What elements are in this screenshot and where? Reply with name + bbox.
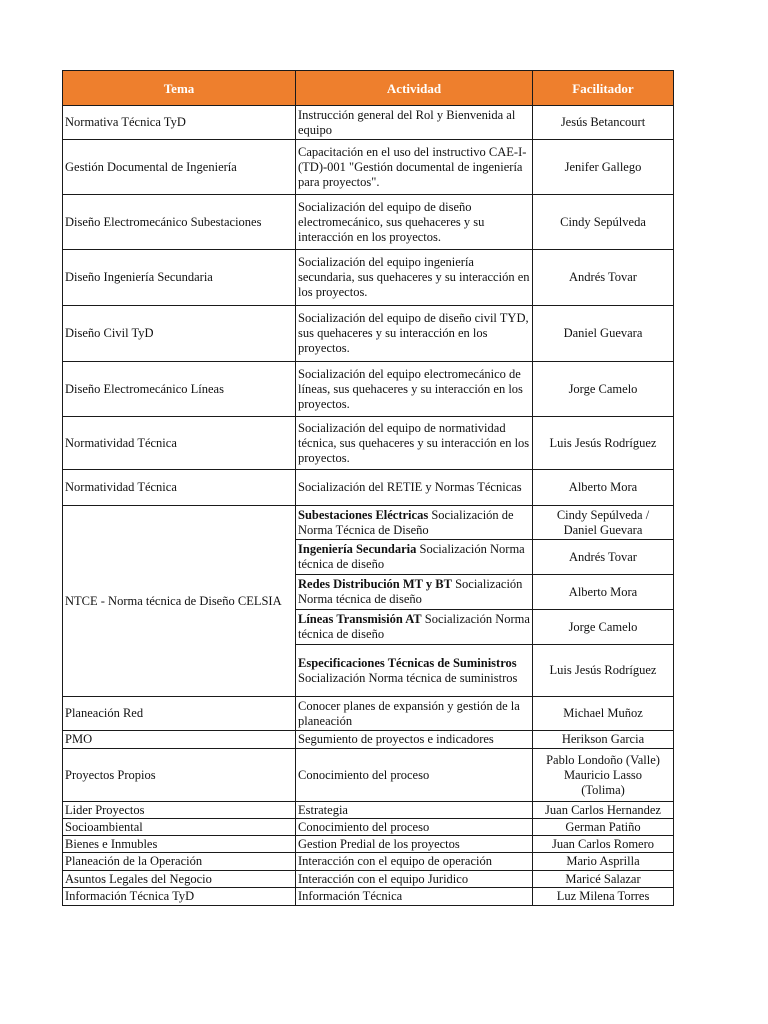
facilitador-cell: Maricé Salazar: [533, 871, 674, 888]
table-row: [63, 697, 674, 731]
actividad-cell: Socialización del equipo ingeniería secundaria, sus quehaceres y su interacción en los proyectos.: [296, 250, 533, 306]
facilitador-cell: Luis Jesús Rodríguez: [533, 645, 674, 697]
facilitador-cell: Cindy Sepúlveda / Daniel Guevara: [533, 506, 674, 540]
facilitador-cell: German Patiño: [533, 819, 674, 836]
actividad-cell: Conocer planes de expansión y gestión de la planeación: [296, 697, 533, 731]
facilitador-cell: Andrés Tovar: [533, 250, 674, 306]
actividad-cell: Segumiento de proyectos e indicadores: [296, 731, 533, 749]
actividad-cell: Socialización del equipo de normatividad técnica, sus quehaceres y su interacción en los proyectos.: [296, 417, 533, 470]
actividad-cell: Capacitación en el uso del instructivo CAE-I-(TD)-001 "Gestión documental de ingeniería para proyectos".: [296, 140, 533, 195]
tema-cell: Diseño Ingeniería Secundaria: [63, 250, 296, 306]
actividad-cell: Gestion Predial de los proyectos: [296, 836, 533, 853]
table-row: [63, 802, 674, 819]
table-row: [63, 140, 674, 195]
actividad-cell: [296, 610, 533, 645]
facilitador-cell: Alberto Mora: [533, 470, 674, 506]
tema-cell: Diseño Civil TyD: [63, 306, 296, 362]
header-actividad: Actividad: [296, 71, 533, 106]
tema-cell: Lider Proyectos: [63, 802, 296, 819]
header-facilitador: Facilitador: [533, 71, 674, 106]
facilitador-cell: Luis Jesús Rodríguez: [533, 417, 674, 470]
table-header-row: [63, 71, 674, 106]
table-row: [63, 306, 674, 362]
actividad-cell: Información Técnica: [296, 888, 533, 906]
facilitador-cell: Jorge Camelo: [533, 362, 674, 417]
ntce-item-title: Ingeniería Secundaria: [298, 542, 417, 556]
ntce-item-text: Socialización Norma técnica de suministros: [298, 670, 518, 685]
table-row: [63, 819, 674, 836]
table-row: [63, 871, 674, 888]
facilitador-cell: Juan Carlos Romero: [533, 836, 674, 853]
facilitador-cell: Jenifer Gallego: [533, 140, 674, 195]
facilitador-cell: Alberto Mora: [533, 575, 674, 610]
header-tema: Tema: [63, 71, 296, 106]
tema-cell: Normatividad Técnica: [63, 470, 296, 506]
facilitador-cell: Jorge Camelo: [533, 610, 674, 645]
actividad-cell: Instrucción general del Rol y Bienvenida al equipo: [296, 106, 533, 140]
facilitador-cell: Andrés Tovar: [533, 540, 674, 575]
table-row: [63, 195, 674, 250]
tema-cell: Bienes e Inmubles: [63, 836, 296, 853]
table-row: [63, 853, 674, 871]
actividad-cell: Interacción con el equipo de operación: [296, 853, 533, 871]
table-row: [63, 250, 674, 306]
tema-cell: Planeación Red: [63, 697, 296, 731]
table-row: [63, 106, 674, 140]
actividad-cell: Conocimiento del proceso: [296, 819, 533, 836]
table-row: [63, 731, 674, 749]
facilitador-cell: Mario Asprilla: [533, 853, 674, 871]
actividad-cell: [296, 575, 533, 610]
actividad-cell: Socialización del RETIE y Normas Técnicas: [296, 470, 533, 506]
tema-cell: Diseño Electromecánico Líneas: [63, 362, 296, 417]
actividad-cell: [296, 645, 533, 697]
table-row-ntce: [63, 506, 674, 540]
ntce-item-title: Subestaciones Eléctricas: [298, 507, 429, 522]
training-schedule-table: [62, 70, 674, 906]
tema-cell: Gestión Documental de Ingeniería: [63, 140, 296, 195]
actividad-cell: Socialización del equipo de diseño electromecánico, sus quehaceres y su interacción en los proyectos.: [296, 195, 533, 250]
actividad-cell: Conocimiento del proceso: [296, 749, 533, 802]
actividad-cell: Socialización del equipo electromecánico de líneas, sus quehaceres y su interacción en los proyectos.: [296, 362, 533, 417]
actividad-cell: [296, 506, 533, 540]
table-row: [63, 888, 674, 906]
ntce-item-text: Socialización Norma técnica de diseño: [298, 612, 530, 641]
table-row: [63, 749, 674, 802]
ntce-item-text: Socialización Norma técnica de diseño: [298, 542, 525, 571]
facilitador-cell: Herikson Garcia: [533, 731, 674, 749]
tema-cell: Proyectos Propios: [63, 749, 296, 802]
facilitador-cell: Pablo Londoño (Valle) Mauricio Lasso (Tolima): [533, 749, 674, 802]
actividad-cell: Socialización del equipo de diseño civil TYD, sus quehaceres y su interacción en los proyectos.: [296, 306, 533, 362]
tema-cell: PMO: [63, 731, 296, 749]
table-row: [63, 362, 674, 417]
actividad-cell: [296, 540, 533, 575]
ntce-item-title: Especificaciones Técnicas de Suministros: [298, 655, 517, 670]
facilitador-cell: Jesús Betancourt: [533, 106, 674, 140]
ntce-item-title: Redes Distribución MT y BT: [298, 577, 452, 591]
tema-cell: Asuntos Legales del Negocio: [63, 871, 296, 888]
tema-cell-ntce: NTCE - Norma técnica de Diseño CELSIA: [63, 506, 296, 697]
ntce-item-text: Socialización Norma técnica de diseño: [298, 577, 523, 606]
ntce-item-title: Líneas Transmisión AT: [298, 612, 422, 626]
tema-cell: Planeación de la Operación: [63, 853, 296, 871]
tema-cell: Normativa Técnica TyD: [63, 106, 296, 140]
tema-cell: Información Técnica TyD: [63, 888, 296, 906]
table-row: [63, 417, 674, 470]
actividad-cell: Estrategia: [296, 802, 533, 819]
facilitador-cell: Daniel Guevara: [533, 306, 674, 362]
facilitador-cell: Cindy Sepúlveda: [533, 195, 674, 250]
facilitador-cell: Juan Carlos Hernandez: [533, 802, 674, 819]
tema-cell: Normatividad Técnica: [63, 417, 296, 470]
ntce-item-text: Socialización de Norma Técnica de Diseño: [298, 507, 514, 537]
facilitador-cell: Luz Milena Torres: [533, 888, 674, 906]
facilitador-cell: Michael Muñoz: [533, 697, 674, 731]
table-row: [63, 470, 674, 506]
table-row: [63, 836, 674, 853]
actividad-cell: Interacción con el equipo Juridico: [296, 871, 533, 888]
tema-cell: Socioambiental: [63, 819, 296, 836]
tema-cell: Diseño Electromecánico Subestaciones: [63, 195, 296, 250]
